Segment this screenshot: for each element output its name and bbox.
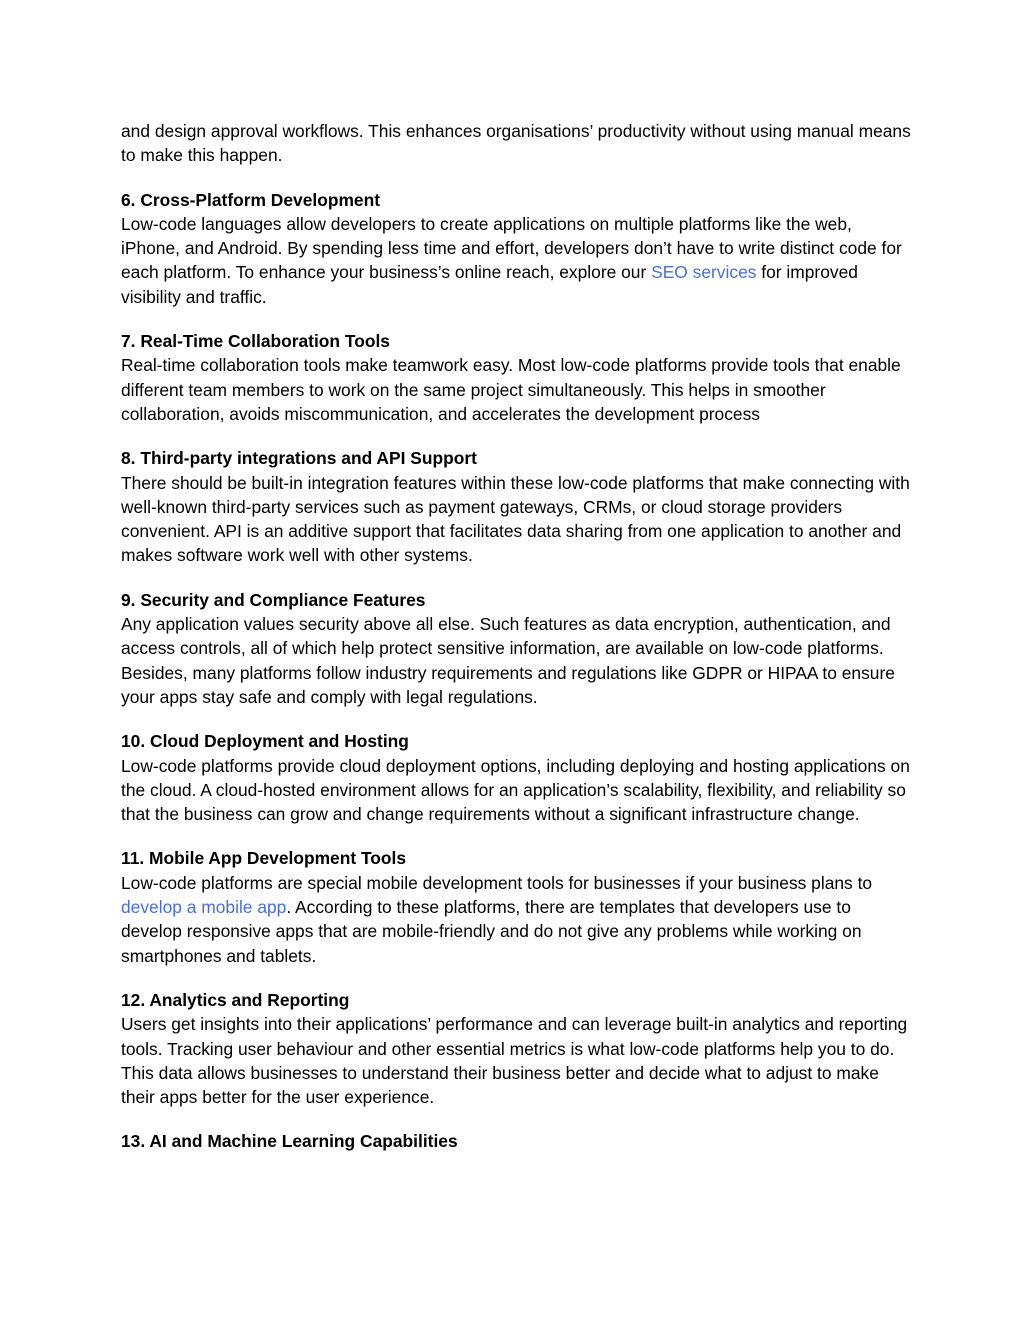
section-heading: 11. Mobile App Development Tools (121, 848, 407, 869)
section-heading: 6. Cross-Platform Development (121, 189, 380, 210)
section-mobile-app-development-tools (121, 846, 911, 967)
section-body: Any application values security above all else. Such features as data encryption, authentication, and access controls, all of which help protect sensitive information, are available on low-code platforms. Besides, many platforms follow industry requirements and regulations like GDPR or HIPAA to ensure your apps stay safe and comply with legal regulations. (121, 614, 895, 707)
section-body: Low-code platforms provide cloud deployment options, including deploying and hosting applications on the cloud. A cloud-hosted environment allows for an application’s scalability, flexibility, and reliability so that the business can grow and change requirements without a significant infrastructure change. (121, 755, 910, 825)
section-heading: 7. Real-Time Collaboration Tools (121, 331, 390, 352)
section-security-compliance (121, 588, 911, 709)
section-heading: 10. Cloud Deployment and Hosting (121, 731, 409, 752)
section-heading: 12. Analytics and Reporting (121, 989, 350, 1010)
section-body: There should be built-in integration features within these low-code platforms that make connecting with well-known third-party services such as payment gateways, CRMs, or cloud storage providers convenient. API is an additive support that facilitates data sharing from one application to another and makes software work well with other systems. (121, 472, 910, 566)
section-heading: 8. Third-party integrations and API Support (121, 448, 477, 469)
section-heading: 13. AI and Machine Learning Capabilities (121, 1131, 458, 1152)
intro-paragraph: and design approval workflows. This enhances organisations’ productivity without using manual means to make this happen. (121, 121, 911, 166)
develop-mobile-app-link[interactable]: develop a mobile app (121, 897, 287, 918)
body-text-after-link: . According to these platforms, there are templates that developers use to develop responsive apps that are mobile-friendly and do not give any problems while working on smartphones and tablets. (121, 897, 862, 966)
section-analytics-reporting (121, 988, 911, 1109)
section-third-party-integrations (121, 446, 911, 567)
section-cross-platform-development (121, 188, 911, 309)
document-page (121, 119, 911, 1154)
section-body (121, 212, 911, 309)
body-text-before-link: Low-code languages allow developers to create applications on multiple platforms like the web, iPhone, and Android. By spending less time and effort, developers don’t have to write distinct code for each platform. To enhance your business’s online reach, explore our (121, 213, 902, 283)
section-real-time-collaboration-tools (121, 329, 911, 426)
section-heading: 9. Security and Compliance Features (121, 589, 426, 610)
seo-services-link[interactable]: SEO services (651, 262, 757, 283)
section-body: Real-time collaboration tools make teamwork easy. Most low-code platforms provide tools that enable different team members to work on the same project simultaneously. This helps in smoother collaboration, avoids miscommunication, and accelerates the development process (121, 355, 901, 424)
body-text-after-link: for improved visibility and traffic. (121, 262, 858, 307)
section-cloud-deployment-hosting (121, 729, 911, 826)
section-body (121, 871, 911, 968)
body-text-before-link: Low-code platforms are special mobile development tools for businesses if your business plans to (121, 872, 873, 893)
section-body: Users get insights into their applications’ performance and can leverage built-in analytics and reporting tools. Tracking user behaviour and other essential metrics is what low-code platforms help you to do. This data allows businesses to understand their business better and decide what to adjust to make their apps better for the user experience. (121, 1014, 908, 1108)
section-ai-machine-learning (121, 1129, 911, 1153)
